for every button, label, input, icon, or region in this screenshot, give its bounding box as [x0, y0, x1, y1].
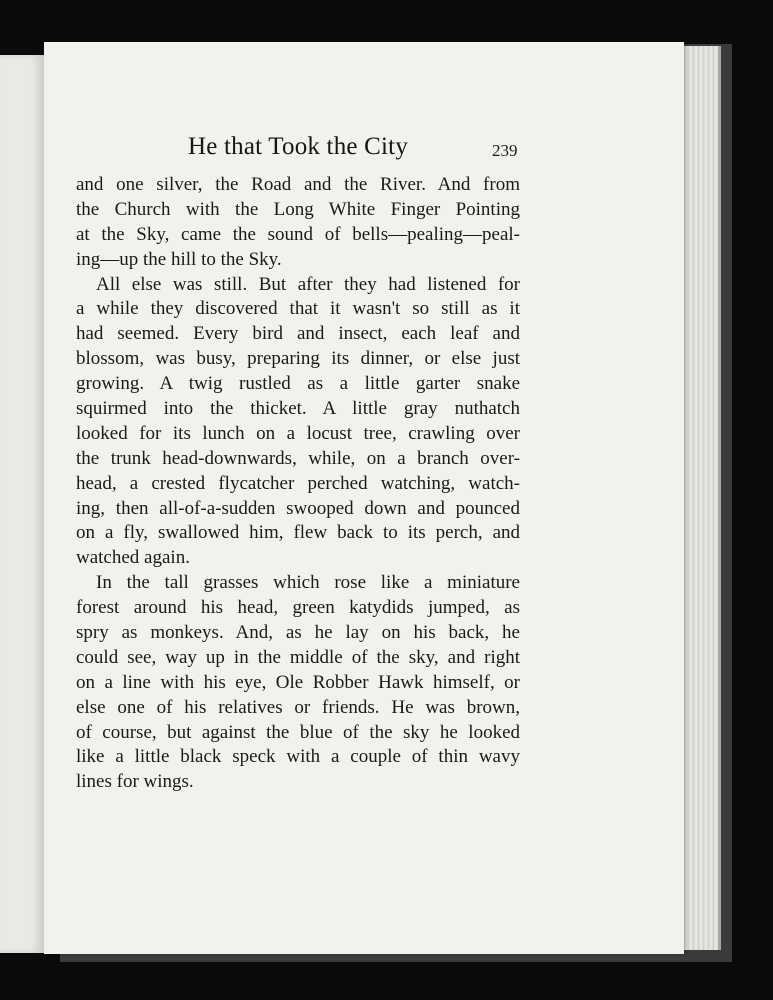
text-line: blossom, was busy, preparing its dinner, or else just: [76, 348, 520, 370]
text-line: else one of his relatives or friends. He was brown,: [76, 696, 520, 718]
text-line: looked for its lunch on a locust tree, crawling over: [76, 422, 520, 444]
text-line: had seemed. Every bird and insect, each leaf and: [76, 323, 520, 345]
text-line: ing—up the hill to the Sky.: [76, 248, 282, 270]
text-line: head, a crested flycatcher perched watching, watch-: [76, 472, 520, 494]
text-line: at the Sky, came the sound of bells—pealing—peal-: [76, 223, 520, 245]
text-line: spry as monkeys. And, as he lay on his back, he: [76, 622, 520, 644]
running-title: He that Took the City: [188, 133, 409, 160]
left-facing-page: [0, 55, 46, 953]
text-line: forest around his head, green katydids jumped, as: [76, 597, 520, 619]
page-number: 239: [492, 141, 518, 160]
text-line: could see, way up in the middle of the sky, and right: [76, 646, 520, 668]
text-line: All else was still. But after they had listened for: [96, 273, 520, 295]
running-head: [0, 133, 773, 167]
text-line: lines for wings.: [76, 771, 194, 793]
body-text: [76, 173, 520, 795]
text-line: like a little black speck with a couple of thin wavy: [76, 746, 520, 768]
text-line: on a fly, swallowed him, flew back to its perch, and: [76, 522, 520, 544]
text-line: watched again.: [76, 547, 190, 569]
text-line: In the tall grasses which rose like a miniature: [96, 572, 520, 594]
text-line: on a line with his eye, Ole Robber Hawk himself, or: [76, 671, 520, 693]
text-line: of course, but against the blue of the sky he looked: [76, 721, 520, 743]
text-line: the trunk head-downwards, while, on a branch over-: [76, 447, 520, 469]
text-line: a while they discovered that it wasn't so still as it: [76, 298, 520, 320]
text-line: and one silver, the Road and the River. And from: [76, 174, 520, 195]
text-line: growing. A twig rustled as a little garter snake: [76, 373, 520, 395]
text-line: squirmed into the thicket. A little gray nuthatch: [76, 398, 520, 420]
text-line: the Church with the Long White Finger Pointing: [76, 198, 520, 220]
text-line: ing, then all-of-a-sudden swooped down and pounced: [76, 497, 520, 519]
